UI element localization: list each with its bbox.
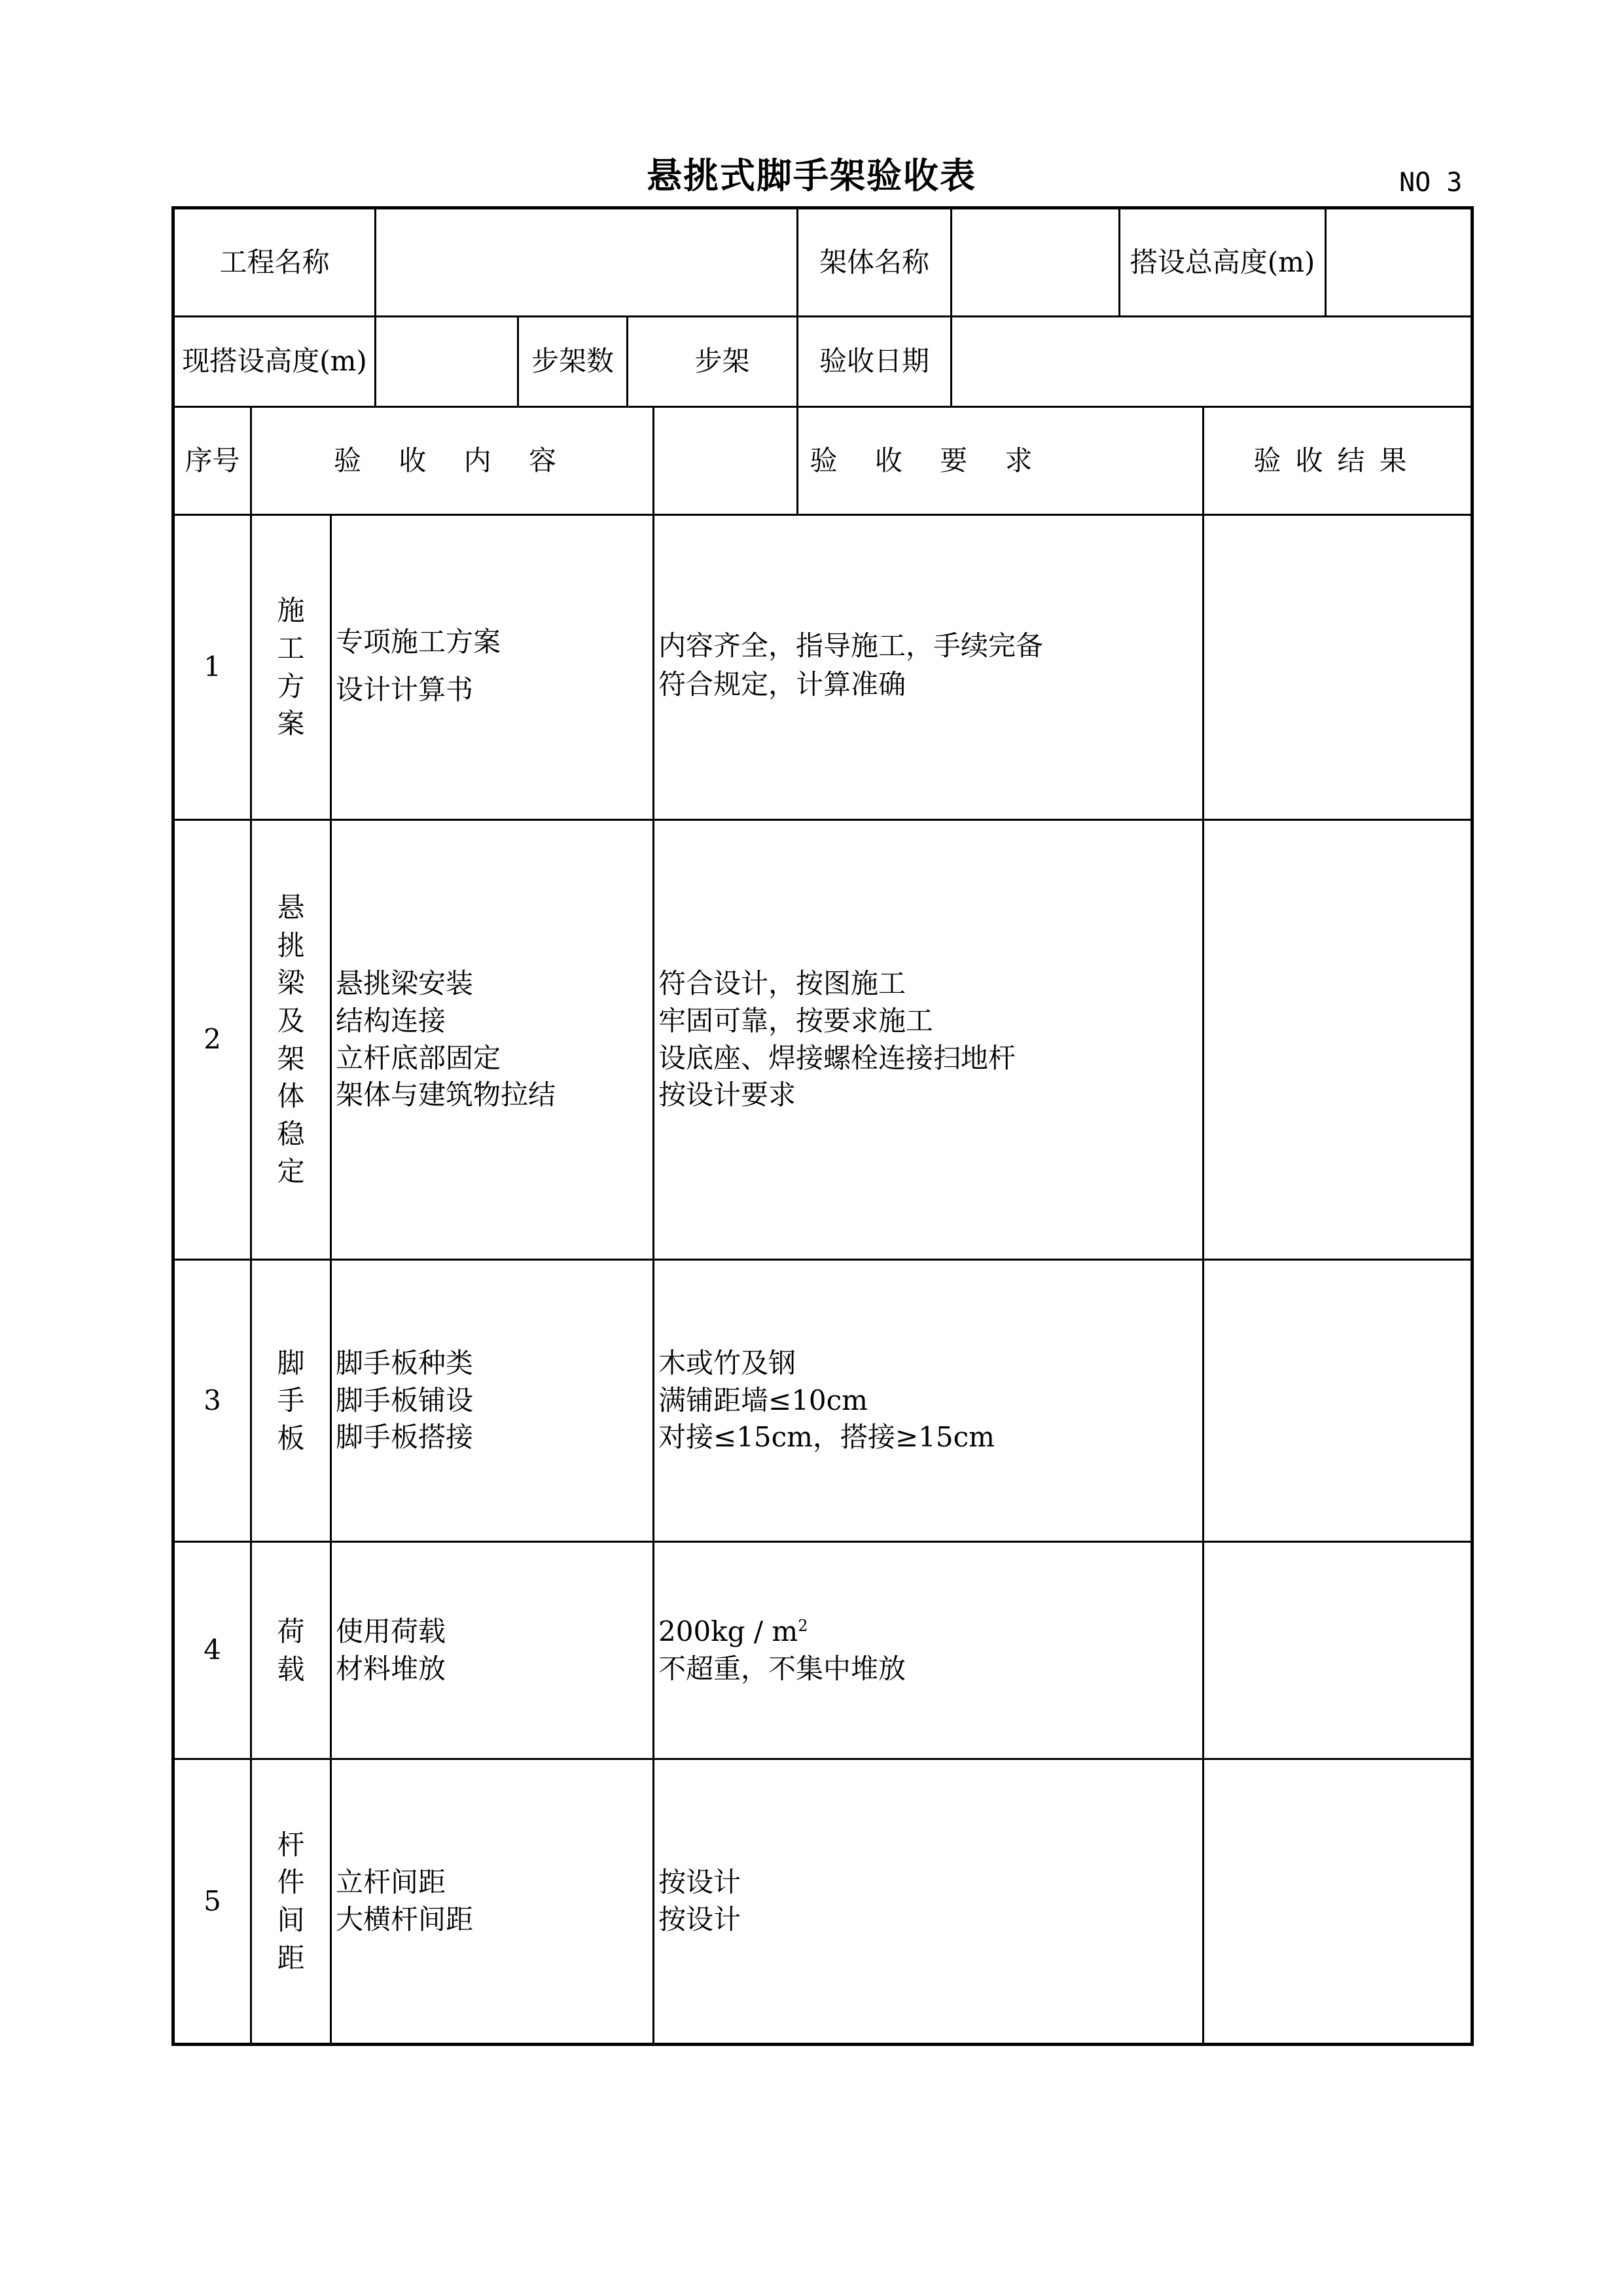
requirement-text: 不超重，不集中堆放 <box>658 1652 906 1685</box>
inspection-table <box>171 206 1474 2046</box>
requirement-text: 满铺距墙≤10cm <box>658 1384 868 1416</box>
row-items <box>332 1760 652 2043</box>
row-items <box>332 1543 652 1758</box>
item-text: 结构连接 <box>336 1004 446 1037</box>
project-name-field[interactable] <box>376 209 796 315</box>
requirement-text <box>658 1613 906 1651</box>
item-text: 材料堆放 <box>336 1652 446 1685</box>
total-height-field[interactable] <box>1327 209 1471 315</box>
category-char: 荷 <box>277 1615 305 1647</box>
item-text: 使用荷载 <box>336 1615 446 1647</box>
row-items <box>332 1261 652 1541</box>
category-char: 板 <box>277 1422 305 1454</box>
row-result-field[interactable] <box>1204 1543 1471 1758</box>
row-requirements <box>654 1760 1202 2043</box>
document-title: 悬挑式脚手架验收表 <box>647 154 976 196</box>
inspection-date-label: 验收日期 <box>819 345 929 378</box>
category-char: 距 <box>277 1941 305 1974</box>
category-char: 方 <box>277 670 305 702</box>
column-header-seq: 序号 <box>185 444 240 476</box>
item-text: 专项施工方案 <box>336 625 501 658</box>
row-requirements <box>654 821 1202 1259</box>
requirement-text: 设底座、焊接螺栓连接扫地杆 <box>658 1041 1016 1074</box>
category-char: 定 <box>277 1155 305 1188</box>
requirement-text: 按设计要求 <box>658 1079 796 1111</box>
item-text: 立杆底部固定 <box>336 1041 501 1074</box>
current-height-label: 现搭设高度(m) <box>182 345 367 378</box>
requirement-text: 对接≤15cm，搭接≥15cm <box>658 1421 995 1454</box>
item-text: 脚手板搭接 <box>336 1421 474 1454</box>
row-seq: 3 <box>204 1384 221 1416</box>
current-height-field[interactable] <box>376 317 517 406</box>
row-result-field[interactable] <box>1204 821 1471 1259</box>
row-requirements <box>654 1261 1202 1541</box>
row-requirements <box>654 1543 1202 1758</box>
inspection-date-field[interactable] <box>952 317 1471 406</box>
requirement-text: 牢固可靠，按要求施工 <box>658 1004 934 1037</box>
item-text: 悬挑梁安装 <box>336 967 474 1000</box>
row-items <box>332 821 652 1259</box>
requirement-text: 内容齐全，指导施工，手续完备 <box>658 630 1044 662</box>
requirement-text: 按设计 <box>658 1903 741 1935</box>
row-requirements <box>654 516 1202 819</box>
category-char: 及 <box>277 1004 305 1037</box>
requirement-text: 符合规定，计算准确 <box>658 668 906 700</box>
requirement-text: 按设计 <box>658 1866 741 1899</box>
row-category <box>252 821 330 1259</box>
item-text: 架体与建筑物拉结 <box>336 1079 556 1111</box>
frame-name-label: 架体名称 <box>819 245 929 278</box>
category-char: 脚 <box>277 1346 305 1379</box>
steps-unit: 步架 <box>694 345 750 378</box>
category-char: 件 <box>277 1866 305 1899</box>
category-char: 载 <box>277 1653 305 1685</box>
column-header-result: 验收结果 <box>1253 444 1421 476</box>
requirement-text: 符合设计，按图施工 <box>658 967 906 1000</box>
column-header-requirement: 验 收 要 求 <box>810 444 1047 476</box>
item-text: 大横杆间距 <box>336 1903 474 1935</box>
steps-field[interactable] <box>628 317 648 406</box>
project-name-label: 工程名称 <box>219 245 330 278</box>
column-header-content: 验 收 内 容 <box>333 444 571 476</box>
steps-label: 步架数 <box>531 345 614 378</box>
item-text: 脚手板种类 <box>336 1346 474 1379</box>
row-seq: 1 <box>204 651 221 683</box>
category-char: 体 <box>277 1080 305 1113</box>
load-value: 200kg / m <box>658 1615 798 1647</box>
category-char: 工 <box>277 632 305 664</box>
item-text: 立杆间距 <box>336 1866 446 1899</box>
category-char: 悬 <box>277 891 305 924</box>
category-char: 架 <box>277 1042 305 1075</box>
row-result-field[interactable] <box>1204 1760 1471 2043</box>
document-number: NO 3 <box>1399 168 1463 198</box>
row-category <box>252 1261 330 1541</box>
category-char: 间 <box>277 1904 305 1936</box>
requirement-text: 木或竹及钢 <box>658 1346 796 1379</box>
total-height-label: 搭设总高度(m) <box>1130 245 1315 278</box>
row-seq: 4 <box>204 1634 221 1666</box>
category-char: 杆 <box>277 1828 305 1861</box>
category-char: 手 <box>277 1384 305 1417</box>
row-result-field[interactable] <box>1204 516 1471 819</box>
row-category <box>252 1543 330 1758</box>
row-category <box>252 516 330 819</box>
row-items <box>332 516 652 819</box>
item-text: 脚手板铺设 <box>336 1384 474 1416</box>
row-seq: 5 <box>204 1884 221 1917</box>
category-char: 稳 <box>277 1117 305 1150</box>
row-seq: 2 <box>204 1023 221 1056</box>
category-char: 挑 <box>277 929 305 961</box>
row-result-field[interactable] <box>1204 1261 1471 1541</box>
category-char: 梁 <box>277 967 305 999</box>
category-char: 案 <box>277 708 305 740</box>
load-unit-exponent: 2 <box>798 1616 808 1635</box>
frame-name-field[interactable] <box>952 209 1118 315</box>
row-category <box>252 1760 330 2043</box>
item-text: 设计计算书 <box>336 673 474 706</box>
category-char: 施 <box>277 594 305 627</box>
